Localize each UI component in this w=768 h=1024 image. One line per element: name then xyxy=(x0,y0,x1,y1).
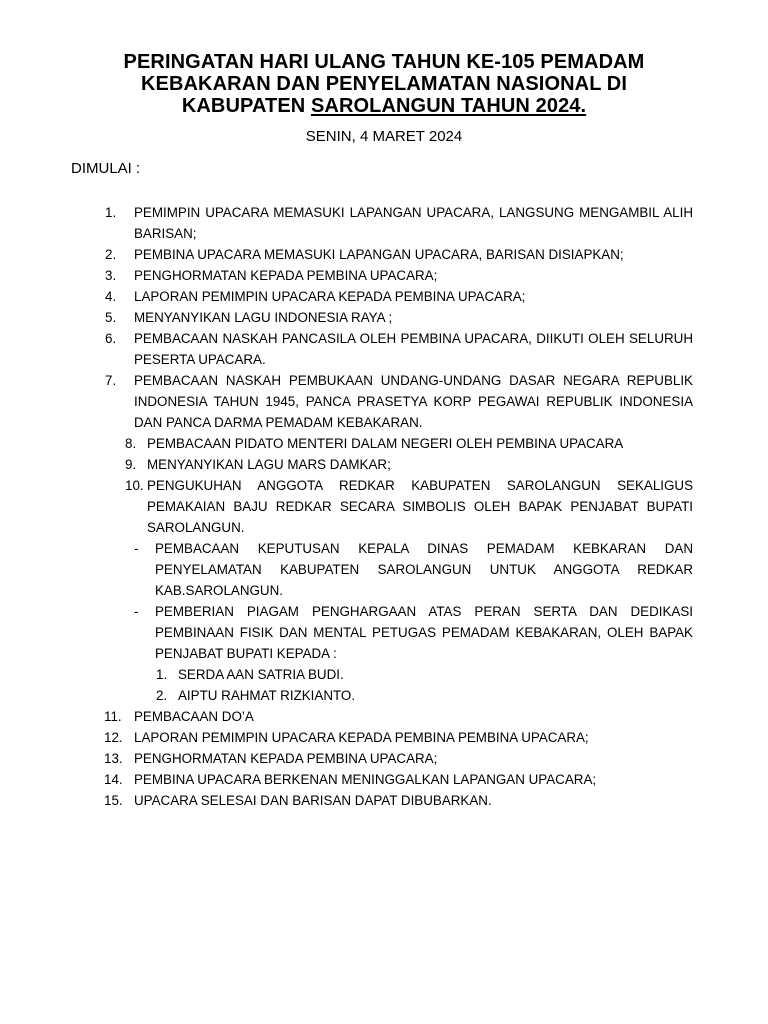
list-item-number: 7. xyxy=(105,373,117,388)
list-item xyxy=(104,706,693,727)
list-item-text: PENGUKUHAN ANGGOTA REDKAR KABUPATEN SAROLANGUN SEKALIGUS PEMAKAIAN BAJU REDKAR SECARA SIMBOLIS OLEH BAPAK PENJABAT BUPATI SAROLANGUN. xyxy=(147,478,693,535)
title-line-3 xyxy=(60,95,708,117)
list-item-number: 5. xyxy=(105,310,117,325)
list-item-text: PENGHORMATAN KEPADA PEMBINA UPACARA; xyxy=(134,268,438,283)
list-item-number: 3. xyxy=(105,268,117,283)
agenda-list xyxy=(0,202,768,811)
list-item-number: 12. xyxy=(104,730,123,745)
list-item-number: 13. xyxy=(104,751,123,766)
list-item xyxy=(125,454,693,475)
list-item xyxy=(105,244,693,265)
document-date: SENIN, 4 MARET 2024 xyxy=(305,128,463,145)
list-item xyxy=(105,265,693,286)
list-item xyxy=(105,307,693,328)
list-item xyxy=(105,328,693,370)
title-line-1: PERINGATAN HARI ULANG TAHUN KE-105 PEMADAM xyxy=(123,51,645,73)
list-item-text: AIPTU RAHMAT RIZKIANTO. xyxy=(178,688,356,703)
list-item xyxy=(105,202,693,244)
list-item xyxy=(125,433,693,454)
list-subsubitem xyxy=(156,685,693,706)
list-item xyxy=(105,370,693,433)
list-item-text: PEMBERIAN PIAGAM PENGHARGAAN ATAS PERAN SERTA DAN DEDIKASI PEMBINAAN FISIK DAN MENTAL PETUGAS PEMADAM KEBAKARAN, OLEH BAPAK PENJABAT BUPATI KEPADA : xyxy=(155,604,693,661)
list-subitem xyxy=(134,538,693,601)
list-item-text: PEMBINA UPACARA MEMASUKI LAPANGAN UPACARA, BARISAN DISIAPKAN; xyxy=(134,247,624,262)
list-item-number: 8. xyxy=(125,436,137,451)
list-item xyxy=(125,475,693,538)
list-item-text: PEMBACAAN NASKAH PEMBUKAAN UNDANG-UNDANG DASAR NEGARA REPUBLIK INDONESIA TAHUN 1945, PANCA PRASETYA KORP PEGAWAI REPUBLIK INDONESIA DAN PANCA DARMA PEMADAM KEBAKARAN. xyxy=(134,373,693,430)
list-item-number: 10. xyxy=(125,478,144,493)
list-item-text: PENGHORMATAN KEPADA PEMBINA UPACARA; xyxy=(134,751,438,766)
list-item-text: PEMBACAAN NASKAH PANCASILA OLEH PEMBINA UPACARA, DIIKUTI OLEH SELURUH PESERTA UPACARA. xyxy=(134,331,693,367)
list-item xyxy=(104,727,693,748)
list-item-text: LAPORAN PEMIMPIN UPACARA KEPADA PEMBINA PEMBINA UPACARA; xyxy=(134,730,589,745)
list-item xyxy=(104,769,693,790)
list-item-number: 6. xyxy=(105,331,117,346)
list-item xyxy=(104,748,693,769)
list-item-text: PEMIMPIN UPACARA MEMASUKI LAPANGAN UPACARA, LANGSUNG MENGAMBIL ALIH BARISAN; xyxy=(134,205,693,241)
list-item-text: UPACARA SELESAI DAN BARISAN DAPAT DIBUBARKAN. xyxy=(134,793,492,808)
title-line-3-prefix: KABUPATEN xyxy=(181,95,311,117)
list-subitem xyxy=(134,601,693,664)
list-item-number: 2. xyxy=(105,247,117,262)
list-item-number: 2. xyxy=(156,688,168,703)
list-item-text: MENYANYIKAN LAGU INDONESIA RAYA ; xyxy=(134,310,393,325)
list-subsubitem xyxy=(156,664,693,685)
list-item-bullet: - xyxy=(134,604,139,619)
list-item-number: 15. xyxy=(104,793,123,808)
list-item-number: 9. xyxy=(125,457,137,472)
list-item xyxy=(104,790,693,811)
list-item-text: PEMBACAAN DO’A xyxy=(134,709,254,724)
list-item-text: SERDA AAN SATRIA BUDI. xyxy=(178,667,344,682)
list-item-text: LAPORAN PEMIMPIN UPACARA KEPADA PEMBINA UPACARA; xyxy=(134,289,526,304)
list-item-text: MENYANYIKAN LAGU MARS DAMKAR; xyxy=(147,457,391,472)
list-item-number: 11. xyxy=(104,709,122,724)
start-label: DIMULAI : xyxy=(71,160,141,177)
list-item-number: 1. xyxy=(156,667,168,682)
list-item-text: PEMBINA UPACARA BERKENAN MENINGGALKAN LAPANGAN UPACARA; xyxy=(134,772,597,787)
list-item-text: PEMBACAAN KEPUTUSAN KEPALA DINAS PEMADAM KEBKARAN DAN PENYELAMATAN KABUPATEN SAROLANGUN UNTUK ANGGOTA REDKAR KAB.SAROLANGUN. xyxy=(155,541,693,598)
list-item-text: PEMBACAAN PIDATO MENTERI DALAM NEGERI OLEH PEMBINA UPACARA xyxy=(147,436,624,451)
list-item xyxy=(105,286,693,307)
list-item-number: 14. xyxy=(104,772,123,787)
title-line-3-underlined: SAROLANGUN TAHUN 2024. xyxy=(310,95,587,117)
list-item-number: 4. xyxy=(105,289,117,304)
title-line-2: KEBAKARAN DAN PENYELAMATAN NASIONAL DI xyxy=(140,73,628,95)
list-item-number: 1. xyxy=(105,205,117,220)
document-title xyxy=(60,51,708,117)
list-item-bullet: - xyxy=(134,541,139,556)
